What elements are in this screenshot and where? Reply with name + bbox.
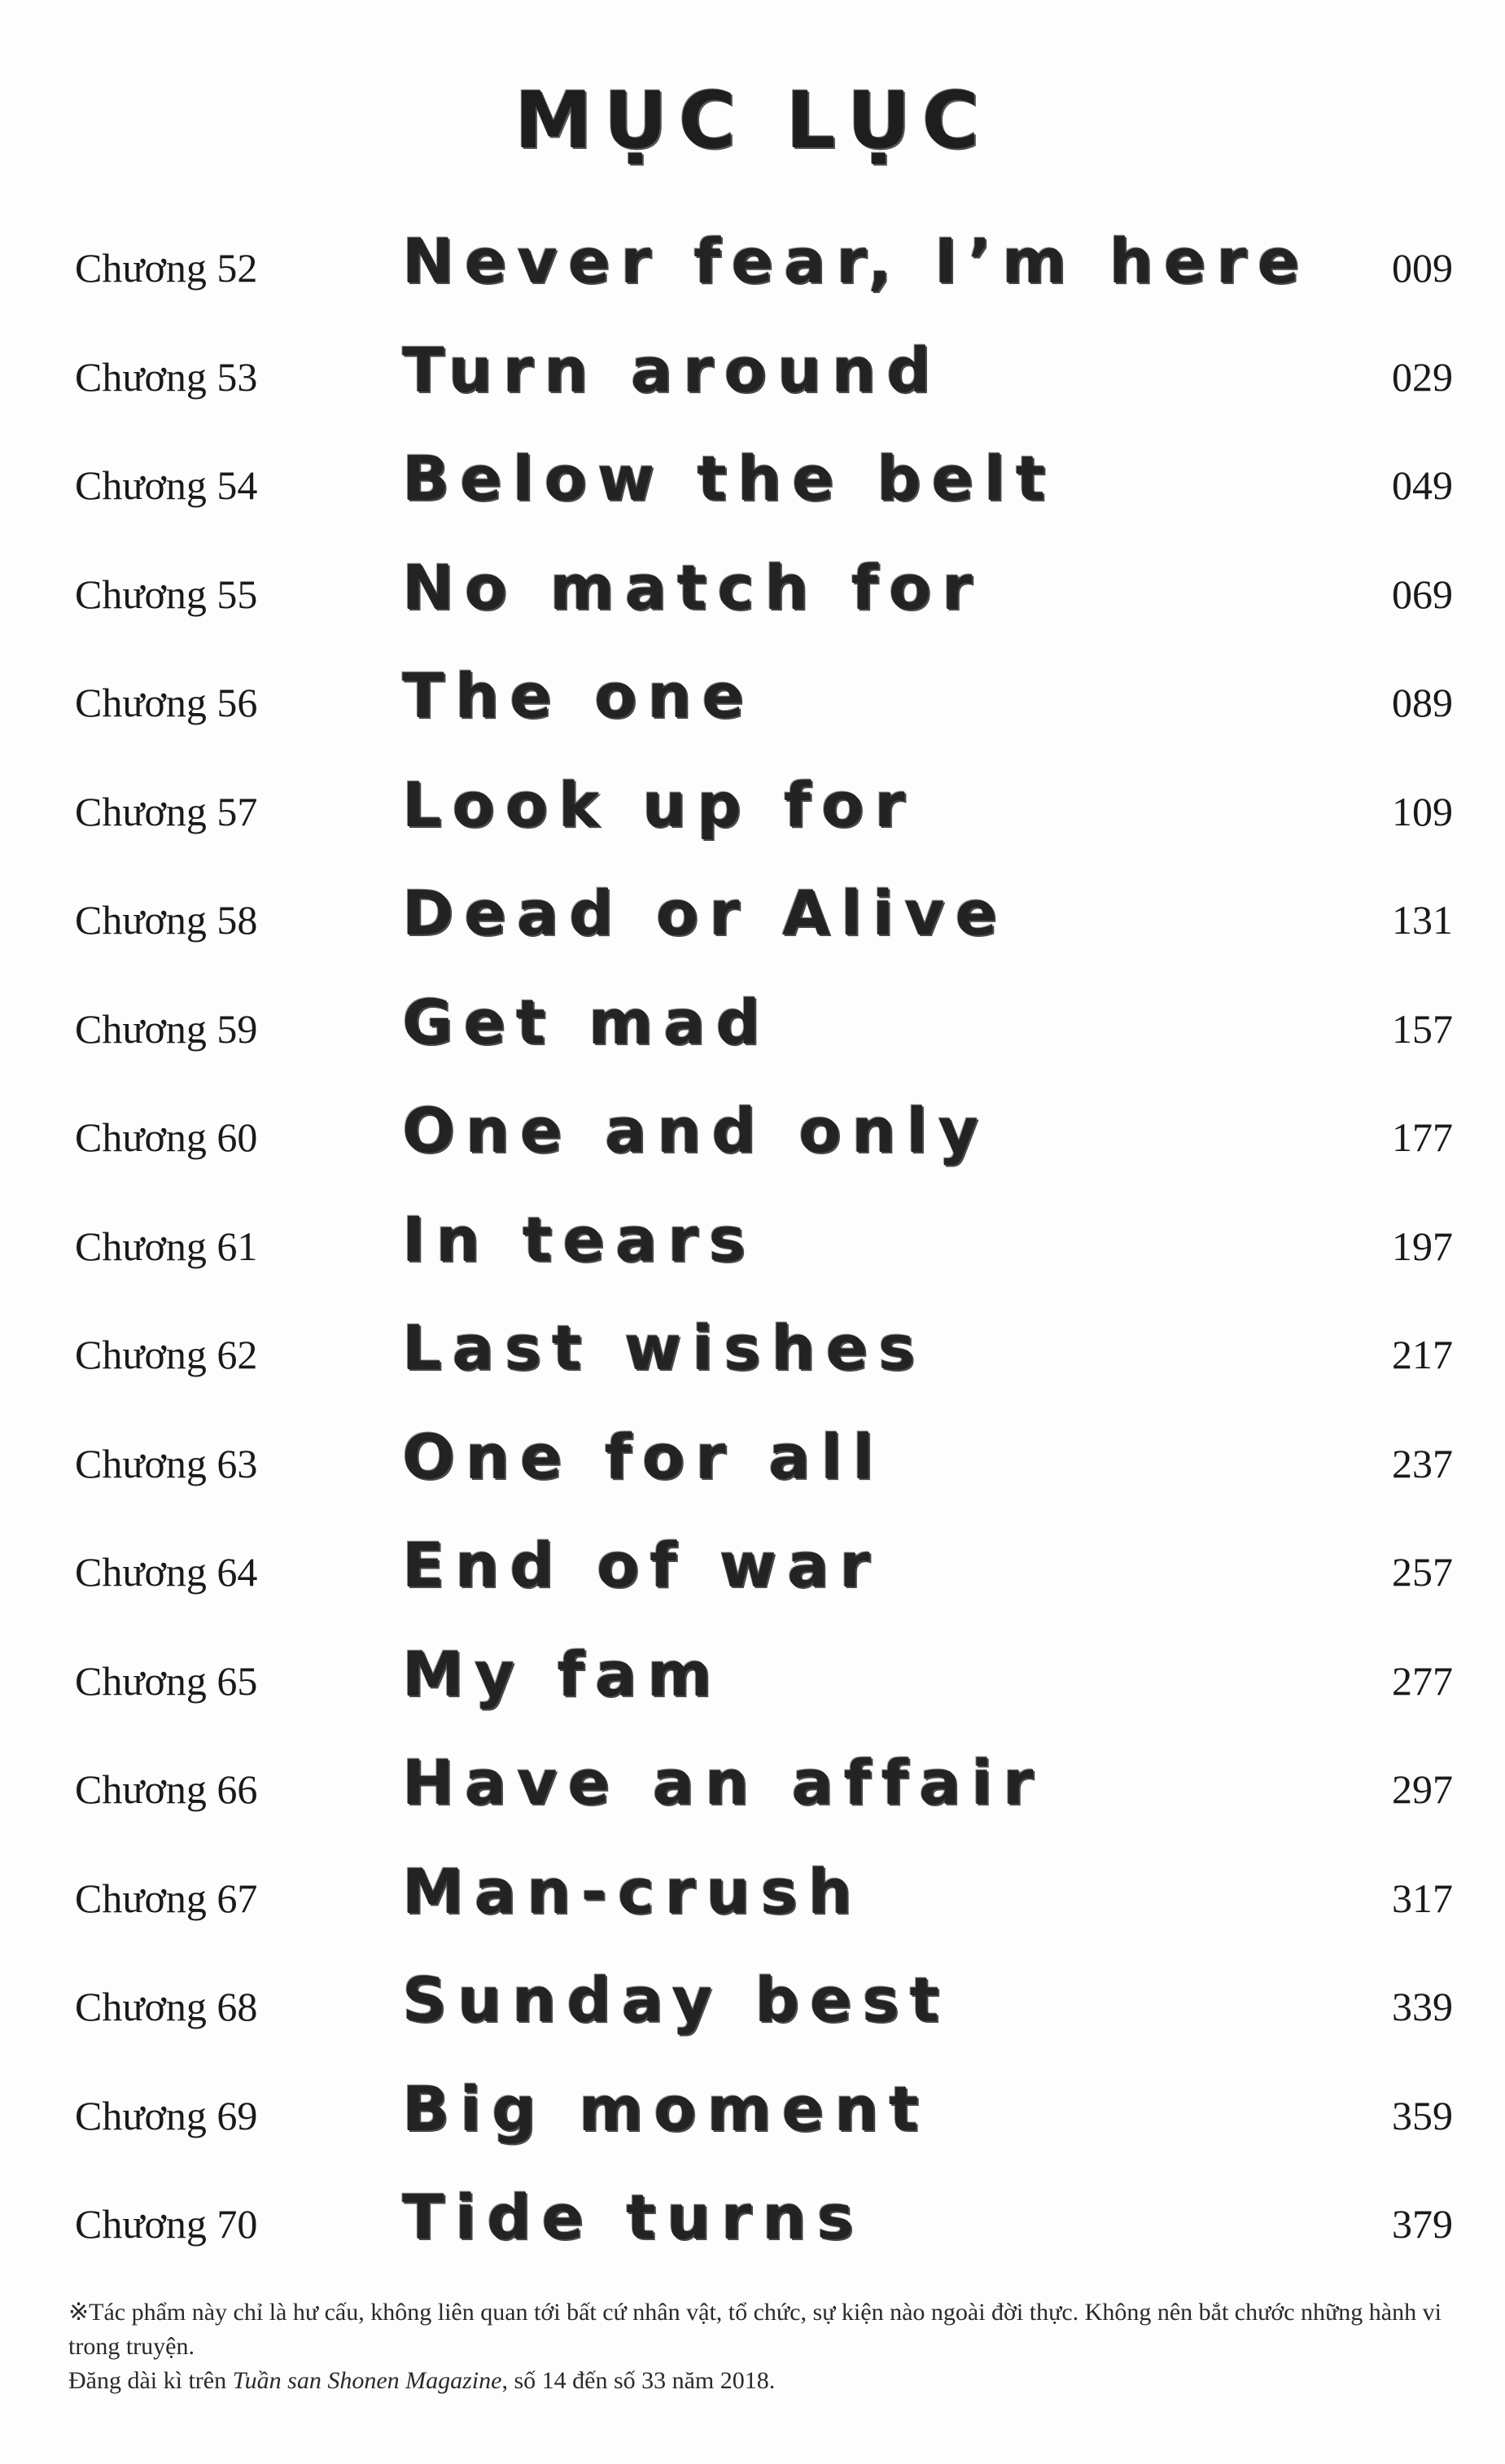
page-number: 379	[1392, 2201, 1453, 2247]
page-number: 197	[1392, 1223, 1453, 1269]
toc-row	[0, 1741, 1505, 1850]
chapter-title: One and only	[402, 1094, 989, 1166]
page-number: 237	[1392, 1440, 1453, 1486]
chapter-title: Last wishes	[402, 1311, 926, 1384]
page-number: 277	[1392, 1657, 1453, 1704]
page-number: 089	[1392, 680, 1453, 725]
chapter-title: In tears	[402, 1202, 756, 1276]
toc-row	[0, 1850, 1505, 1959]
chapter-title: End of war	[402, 1529, 881, 1601]
chapter-label: Chương 56	[75, 680, 258, 725]
disclaimer-text: ※Tác phẩm này chỉ là hư cấu, không liên quan tới bất cứ nhân vật, tổ chức, sự kiện nào ngoài đời thực. Không nên bắt chước những hành vi trong truyện.	[68, 2299, 1442, 2360]
page-number: 029	[1392, 353, 1453, 400]
chapter-title: Man-crush	[402, 1854, 863, 1928]
toc-row	[0, 1306, 1505, 1416]
page-number: 131	[1392, 897, 1453, 943]
chapter-label: Chương 52	[75, 245, 258, 291]
chapter-label: Chương 68	[75, 1984, 258, 2029]
chapter-title: Big moment	[402, 2072, 930, 2145]
page-number: 069	[1392, 571, 1453, 617]
page-number: 177	[1392, 1114, 1453, 1160]
toc-row	[0, 1089, 1505, 1198]
page-number: 359	[1392, 2092, 1453, 2138]
chapter-label: Chương 61	[75, 1223, 258, 1269]
magazine-name: Tuần san Shonen Magazine	[232, 2367, 502, 2394]
chapter-label: Chương 67	[75, 1875, 258, 1921]
chapter-label: Chương 64	[75, 1549, 258, 1595]
chapter-title: My fam	[402, 1637, 723, 1710]
chapter-title: No match for	[402, 550, 983, 624]
footer-notes	[68, 2296, 1452, 2398]
toc-row	[0, 872, 1505, 981]
toc-list	[0, 220, 1505, 2285]
serial-suffix: , số 14 đến số 33 năm 2018.	[501, 2367, 776, 2394]
chapter-title: Tide turns	[402, 2181, 864, 2253]
chapter-title: Look up for	[402, 768, 916, 841]
chapter-label: Chương 65	[75, 1657, 258, 1704]
page-number: 109	[1392, 788, 1453, 834]
chapter-label: Chương 54	[75, 462, 258, 508]
toc-row	[0, 1959, 1505, 2068]
chapter-title: Sunday best	[402, 1963, 950, 2036]
chapter-label: Chương 55	[75, 571, 258, 617]
chapter-label: Chương 69	[75, 2092, 258, 2138]
toc-row	[0, 2176, 1505, 2285]
chapter-title: Get mad	[402, 985, 771, 1058]
chapter-label: Chương 53	[75, 353, 258, 400]
serial-prefix: Đăng dài kì trên	[68, 2367, 233, 2394]
chapter-label: Chương 70	[75, 2201, 258, 2247]
toc-heading: MỤC LỤC	[514, 75, 991, 166]
page-number: 009	[1392, 245, 1453, 291]
toc-row	[0, 654, 1505, 764]
chapter-label: Chương 66	[75, 1766, 258, 1812]
serialization-note	[68, 2364, 1452, 2398]
chapter-label: Chương 60	[75, 1114, 258, 1160]
chapter-title: The one	[402, 659, 755, 732]
page-number: 049	[1392, 462, 1453, 508]
page-number: 217	[1392, 1332, 1453, 1377]
chapter-title: Never fear, I’m here	[402, 225, 1310, 297]
toc-row	[0, 437, 1505, 546]
chapter-label: Chương 62	[75, 1332, 258, 1377]
chapter-title: Turn around	[402, 333, 942, 406]
chapter-title: Dead or Alive	[402, 877, 1008, 949]
toc-row	[0, 981, 1505, 1090]
chapter-label: Chương 57	[75, 788, 258, 834]
chapter-title: One for all	[402, 1420, 885, 1493]
chapter-title: Have an affair	[402, 1746, 1044, 1818]
page-number: 157	[1392, 1005, 1453, 1052]
chapter-title: Below the belt	[402, 442, 1057, 514]
chapter-label: Chương 58	[75, 897, 258, 943]
toc-row	[0, 329, 1505, 438]
page-number: 257	[1392, 1549, 1453, 1595]
toc-row	[0, 220, 1505, 329]
toc-row	[0, 2068, 1505, 2177]
page-number: 317	[1392, 1875, 1453, 1921]
toc-row	[0, 1633, 1505, 1742]
chapter-label: Chương 63	[75, 1440, 258, 1486]
toc-row	[0, 764, 1505, 873]
page-number: 297	[1392, 1766, 1453, 1812]
toc-row	[0, 1524, 1505, 1633]
page-number: 339	[1392, 1984, 1453, 2029]
chapter-label: Chương 59	[75, 1005, 258, 1052]
toc-row	[0, 1198, 1505, 1307]
toc-row	[0, 546, 1505, 655]
toc-row	[0, 1416, 1505, 1525]
